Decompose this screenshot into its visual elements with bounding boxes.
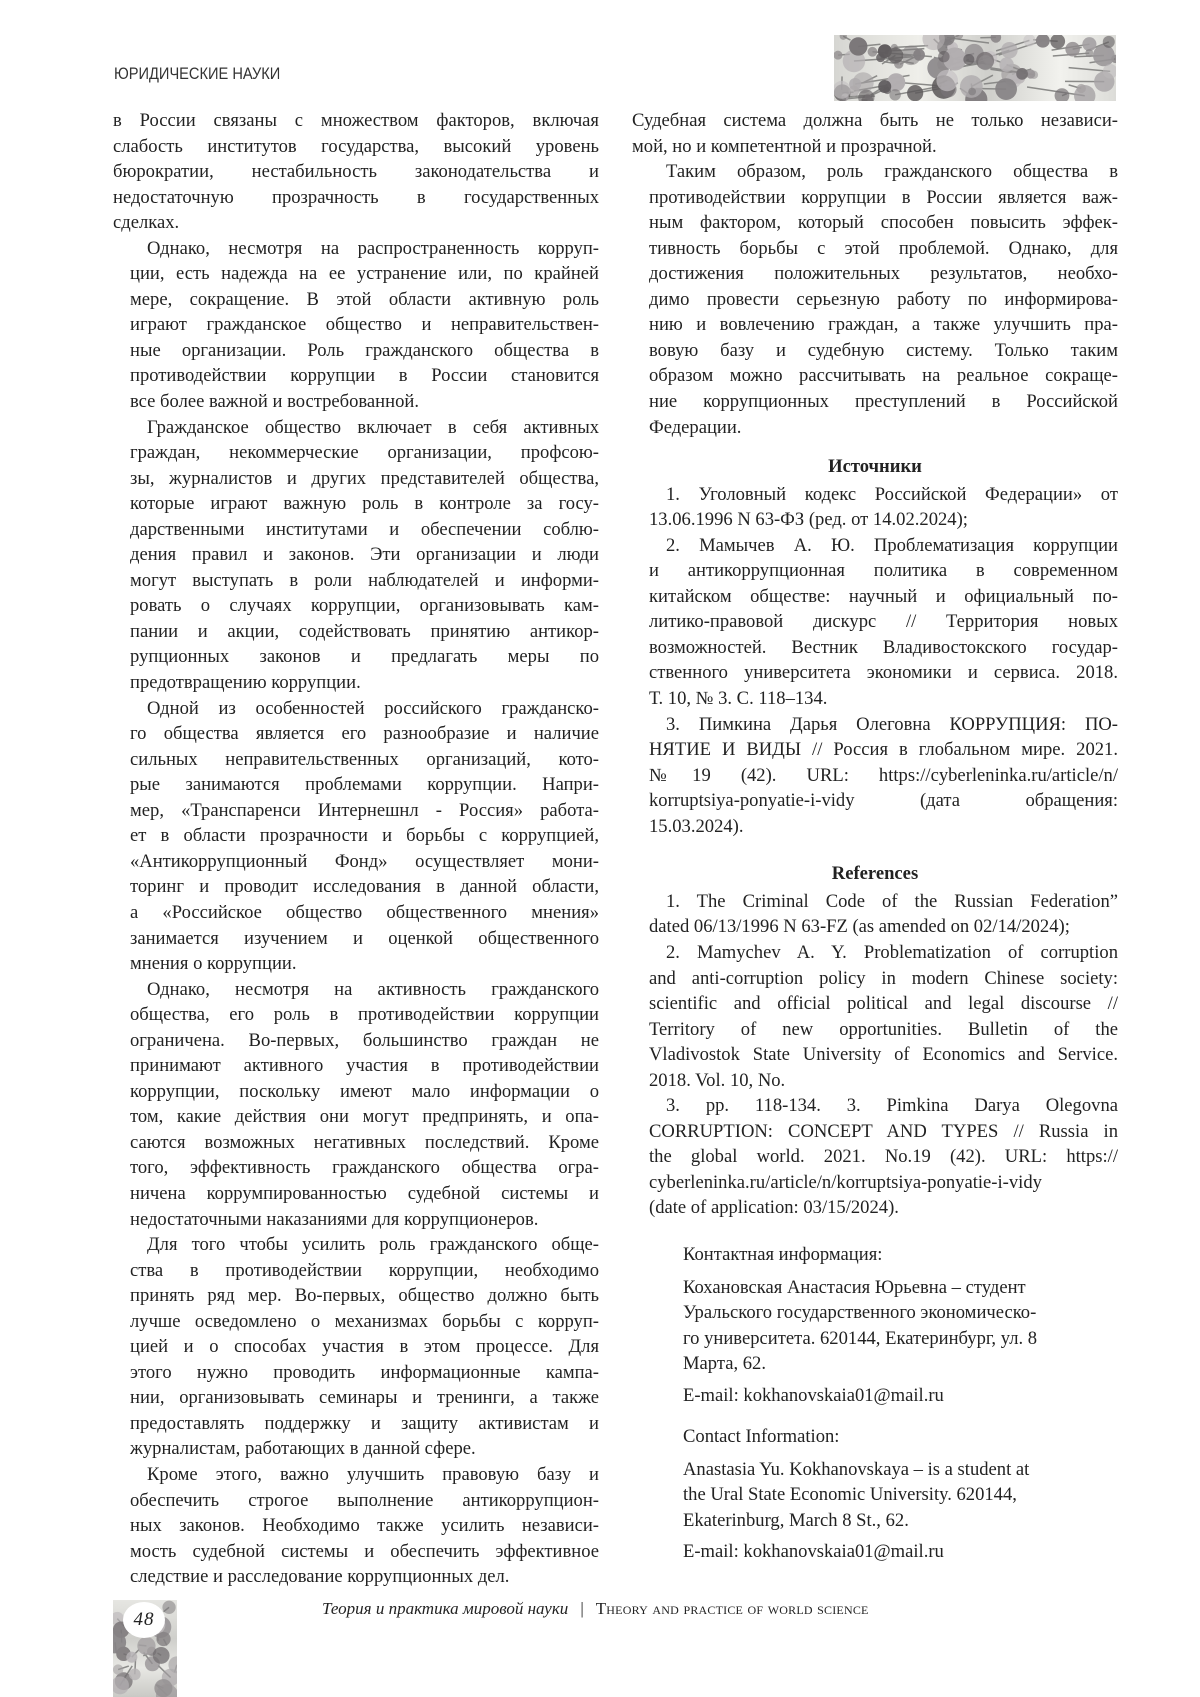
text-line: CORRUPTION: CONCEPT AND TYPES // Russia in [649, 1120, 1118, 1142]
text-line: литико-правовой дискурс // Территория новых [649, 611, 1118, 633]
paragraph [113, 1232, 599, 1462]
contact-line: Марта, 62. [683, 1353, 766, 1374]
text-line: ные организации. Роль гражданского общества в [130, 339, 599, 361]
text-line: противодействии коррупции в России становится [130, 365, 599, 387]
paragraph [113, 415, 599, 696]
right-column [632, 108, 1118, 1221]
text-line: Гражданское общество включает в себя активных [147, 416, 599, 438]
source-entry [632, 533, 1118, 712]
text-line: Territory of new opportunities. Bulletin of the [649, 1018, 1118, 1040]
paragraph [632, 108, 1118, 159]
text-line: ных законов. Необходимо также усилить независи- [130, 1515, 599, 1537]
left-column [113, 108, 599, 1590]
text-line: бюрократии, нестабильность законодательства и [113, 161, 599, 183]
text-line: нию и вовлечению граждан, а также улучшить пра- [649, 314, 1118, 336]
text-line: 3. pp. 118-134. 3. Pimkina Darya Olegovna [666, 1095, 1118, 1117]
text-line: в России связаны с множеством факторов, включая [113, 110, 599, 131]
text-line: Однако, несмотря на активность гражданского [147, 978, 599, 1000]
contact-line: the Ural State Economic University. 620144, [683, 1484, 1017, 1505]
text-line: журналистам, работающих в данной сфере. [130, 1438, 476, 1460]
text-line: дения правил и законов. Эти организации и люди [130, 544, 599, 566]
text-line: все более важной и востребованной. [130, 391, 419, 413]
text-line: ным фактором, который способен повысить эффек- [649, 212, 1118, 234]
paragraph [113, 977, 599, 1232]
text-line: 3. Пимкина Дарья Олеговна КОРРУПЦИЯ: ПО- [666, 713, 1118, 735]
text-line: ства в противодействии коррупции, необходимо [130, 1259, 599, 1281]
text-line: мер, «Транспаренси Интернешнл - Россия» работа- [130, 799, 599, 821]
text-line: китайском обществе: научный и официальный по- [649, 585, 1118, 607]
spacer [632, 839, 1118, 847]
text-line: лучше осведомлено о механизмах борьбы с корруп- [130, 1310, 599, 1332]
text-line: 15.03.2024). [649, 815, 744, 837]
text-line: образом можно рассчитывать на реальное сокраще- [649, 365, 1118, 387]
text-line: korruptsiya-ponyatie-i-vidy (дата обращения: [649, 790, 1118, 812]
contact-title-en: Contact Information: [683, 1426, 840, 1447]
text-line: ровать о случаях коррупции, организовывать кам- [130, 595, 599, 617]
contact-info-en [683, 1424, 1123, 1565]
text-line: Vladivostok State University of Economics and Service. [649, 1044, 1118, 1066]
text-line: Для того чтобы усилить роль гражданского обще- [147, 1234, 599, 1256]
text-line: «Антикоррупционный Фонд» осуществляет мони- [130, 850, 599, 872]
text-line: сильных неправительственных организаций, кото- [130, 748, 599, 770]
text-line: cyberleninka.ru/article/n/korruptsiya-ponyatie-i-vidy [649, 1171, 1042, 1193]
text-line: предоставлять поддержку и защиту активистам и [130, 1412, 599, 1434]
reference-entry [632, 889, 1118, 940]
text-line: тивность борьбы с этой проблемой. Однако, для [649, 237, 1118, 259]
text-line: вовую базу и судебную систему. Только таким [649, 339, 1118, 361]
text-line: общества, его роль в противодействии коррупции [130, 1004, 599, 1026]
source-entry [632, 712, 1118, 840]
text-line: противодействии коррупции в России является важ- [649, 186, 1118, 208]
references-heading: References [831, 863, 919, 885]
text-line: рупционных законов и предлагать меры по [130, 646, 599, 668]
text-line: цией и о способах участия в этом процессе. Для [130, 1336, 599, 1358]
text-line: торинг и проводит исследования в данной области, [130, 876, 599, 898]
text-line: слабость институтов государства, высокий уровень [113, 135, 599, 157]
text-line: а «Российское общество общественного мнения» [130, 901, 599, 923]
text-line: 13.06.1996 N 63-ФЗ (ред. от 14.02.2024); [649, 509, 968, 531]
text-line: нии, организовывать семинары и тренинги, а также [130, 1387, 599, 1409]
paragraph [113, 1462, 599, 1590]
text-line: и антикоррупционная политика в современном [649, 560, 1118, 582]
text-line: коррупции, поскольку имеют мало информации о [130, 1080, 599, 1102]
text-line: следствие и расследование коррупционных дел. [130, 1566, 510, 1588]
text-line: ограничена. Во-первых, большинство граждан не [130, 1029, 599, 1051]
text-line: scientific and official political and legal discourse // [649, 993, 1118, 1015]
text-line: саются возможных негативных последствий. Кроме [130, 1131, 599, 1153]
text-line: Таким образом, роль гражданского общества в [666, 161, 1118, 183]
text-line: НЯТИЕ И ВИДЫ // Россия в глобальном мире. 2021. [649, 739, 1118, 761]
text-line: мой, но и компетентной и прозрачной. [632, 135, 937, 157]
text-line: пании и акции, содействовать принятию антикор- [130, 620, 599, 642]
text-line: (date of application: 03/15/2024). [649, 1197, 899, 1219]
contact-line: Кохановская Анастасия Юрьевна – студент [683, 1276, 1026, 1298]
text-line: могут выступать в роли наблюдателей и информи- [130, 569, 599, 591]
text-line: достижения положительных результатов, необхо- [649, 263, 1118, 285]
text-line: принять ряд мер. Во-первых, общество должно быть [130, 1285, 599, 1307]
text-line: зы, журналистов и других представителей общества, [130, 467, 599, 489]
contact-line: Anastasia Yu. Kokhanovskaya – is a student at [683, 1458, 1030, 1480]
text-line: мере, сокращение. В этой области активную роль [130, 288, 599, 310]
contact-line: Уральского государственного экономическо- [683, 1302, 1037, 1323]
text-line: Судебная система должна быть не только независи- [632, 110, 1118, 131]
text-line: того, эффективность гражданского общества огра- [130, 1157, 599, 1179]
sources-heading: Источники [828, 456, 922, 478]
text-line: the global world. 2021. No.19 (42). URL: https:// [649, 1146, 1118, 1168]
text-line: Т. 10, № 3. С. 118–134. [649, 688, 828, 710]
text-line: ние коррупционных преступлений в Российской [649, 391, 1118, 413]
text-line: ственного университета экономики и сервиса. 2018. [649, 662, 1118, 684]
text-line: Однако, несмотря на распространенность корруп- [147, 237, 599, 259]
footer-separator: | [580, 1599, 584, 1618]
text-line: возможностей. Вестник Владивостокского государ- [649, 636, 1118, 658]
text-line: недостаточную прозрачность в государственных [113, 186, 599, 208]
section-header: ЮРИДИЧЕСКИЕ НАУКИ [114, 64, 281, 83]
journal-title-ru: Теория и практика мировой науки [322, 1599, 569, 1618]
page-number-block [113, 1600, 177, 1697]
reference-entry [632, 940, 1118, 1093]
text-line: играют гражданское общество и неправительствен- [130, 314, 599, 336]
text-line: мость судебной системы и обеспечить эффективное [130, 1540, 599, 1562]
journal-title-en: Theory and practice of world science [595, 1599, 869, 1618]
text-line: 2018. Vol. 10, No. [649, 1069, 786, 1091]
text-line: том, какие действия они могут предпринять, и опа- [130, 1106, 599, 1128]
text-line: ет в области прозрачности и борьбы с коррупцией, [130, 825, 599, 847]
text-line: этого нужно проводить информационные кампа- [130, 1361, 599, 1383]
paragraph [113, 696, 599, 977]
text-line: го общества является его разнообразие и наличие [130, 723, 599, 745]
text-line: принимают активного участия в противодействии [130, 1055, 599, 1077]
text-line: 2. Mamychev A. Y. Problematization of corruption [666, 941, 1118, 963]
text-line: and anti-corruption policy in modern Chinese society: [649, 967, 1118, 989]
text-line: Кроме этого, важно улучшить правовую базу и [147, 1463, 599, 1485]
contact-line: го университета. 620144, Екатеринбург, ул. 8 [683, 1327, 1038, 1349]
text-line: занимается изучением и оценкой общественного [130, 927, 599, 949]
contact-email-ru: E-mail: kokhanovskaia01@mail.ru [683, 1384, 944, 1406]
text-line: Одной из особенностей российского гражданско- [147, 697, 599, 719]
source-entry [632, 482, 1118, 533]
text-line: обеспечить строгое выполнение антикоррупцион- [130, 1489, 599, 1511]
page-number: 48 [123, 1602, 165, 1638]
contact-line: Ekaterinburg, March 8 St., 62. [683, 1509, 909, 1531]
text-line: мнения о коррупции. [130, 953, 297, 975]
paragraph [113, 108, 599, 236]
paragraph [632, 159, 1118, 440]
paragraph [113, 236, 599, 415]
text-line: №19 (42). URL: https://cyberleninka.ru/article/n/ [649, 764, 1118, 786]
text-line: недостаточными наказаниями для коррупционеров. [130, 1208, 539, 1230]
text-line: dated 06/13/1996 N 63-FZ (as amended on 02/14/2024); [649, 916, 1070, 938]
text-line: ничена коррумпированностью судебной системы и [130, 1182, 599, 1204]
text-line: 2. Мамычев А. Ю. Проблематизация коррупции [666, 534, 1118, 556]
text-line: сделках. [113, 212, 180, 234]
text-line: Федерации. [649, 416, 742, 438]
reference-entry [632, 1093, 1118, 1221]
text-line: граждан, некоммерческие организации, профсою- [130, 442, 599, 464]
text-line: дарственными институтами и обеспечении соблю- [130, 518, 599, 540]
running-footer [322, 1599, 869, 1619]
text-line: рые занимаются проблемами коррупции. Напри- [130, 774, 599, 796]
contact-title-ru: Контактная информация: [683, 1244, 883, 1265]
text-line: которые играют важную роль в контроле за госу- [130, 493, 599, 515]
text-line: димо провести серьезную работу по информирова- [649, 288, 1118, 310]
contact-email-en: E-mail: kokhanovskaia01@mail.ru [683, 1541, 944, 1562]
text-line: 1. The Criminal Code of the Russian Federation” [666, 890, 1118, 912]
text-line: предотвращению коррупции. [130, 672, 361, 694]
molecular-pattern-icon [834, 35, 1116, 101]
text-line: 1. Уголовный кодекс Российской Федерации» от [666, 483, 1118, 505]
text-line: ции, есть надежда на ее устранение или, по крайней [130, 263, 599, 285]
contact-info-ru [683, 1242, 1123, 1408]
